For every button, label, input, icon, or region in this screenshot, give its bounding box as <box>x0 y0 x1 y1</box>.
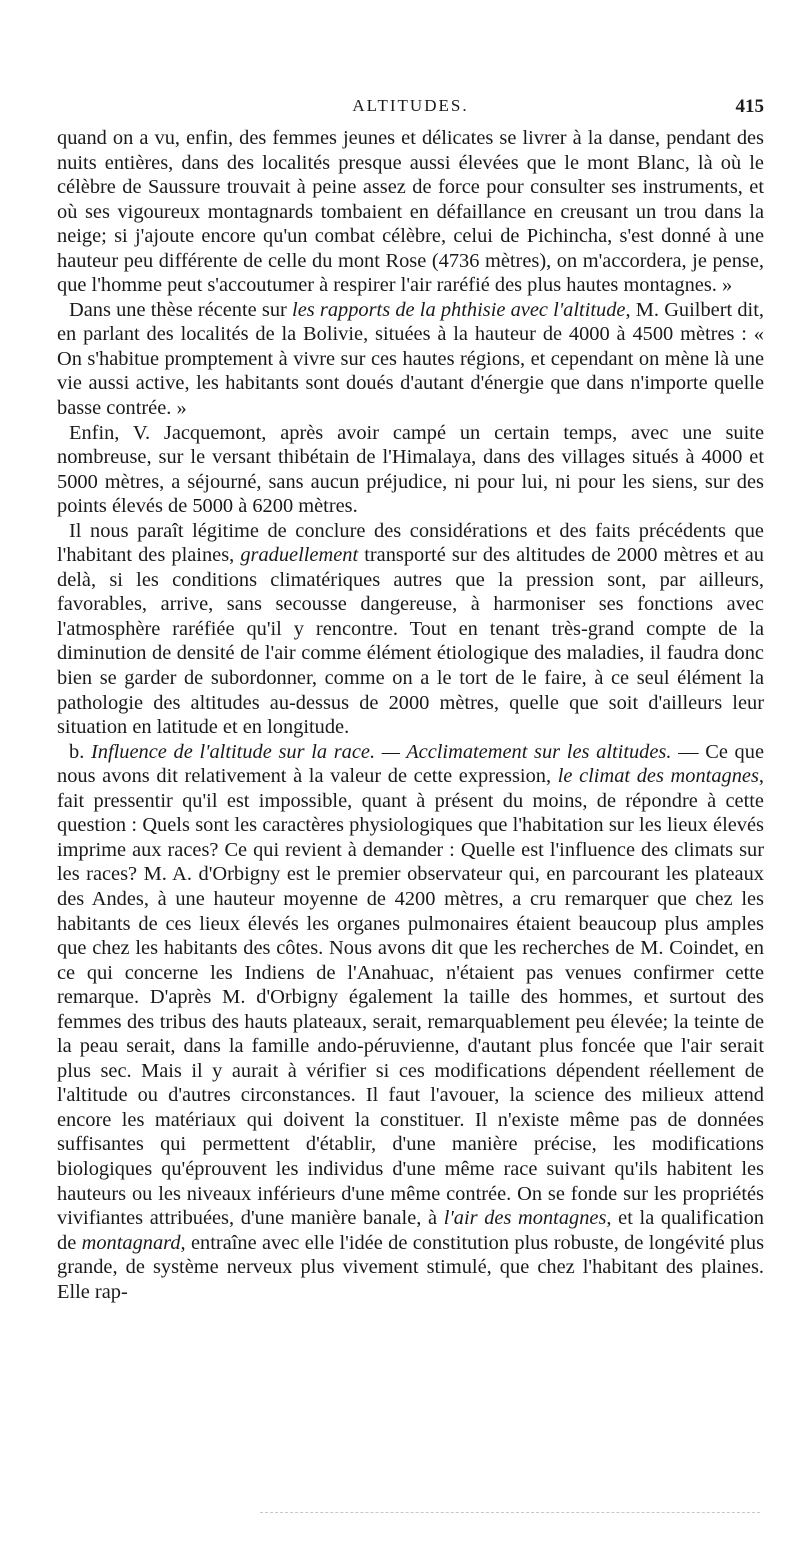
italic-text: graduellement <box>240 544 359 567</box>
book-page <box>57 96 764 1304</box>
paragraph <box>57 126 764 298</box>
paragraph <box>57 421 764 519</box>
paragraph <box>57 519 764 740</box>
text-run: b. <box>69 740 91 763</box>
page-number: 415 <box>735 96 764 117</box>
footer-rule <box>260 1512 760 1513</box>
running-title: ALTITUDES. <box>352 96 469 115</box>
text-run: — Ce que nous avons dit relativement à la valeur de cette expression, <box>57 740 764 788</box>
italic-text: montagnard <box>81 1231 181 1254</box>
text-run: Dans une thèse récente sur <box>69 298 293 321</box>
page-header <box>57 96 764 126</box>
italic-text: les rapports de la phthisie avec l'altitude <box>292 298 626 321</box>
text-run: , entraîne avec elle l'idée de constitution plus robuste, de longévité plus grande, de système nerveux plus vivement stimulé, que chez l'habitant des plaines. Elle rap- <box>57 1231 765 1303</box>
text-run: , M. Guilbert dit, en parlant des localités de la Bolivie, situées à la hauteur de 4000 à 4500 mètres : « On s'habitue promptement à vivre sur ces hautes régions, et cependant on mène là une vie aussi active, les habitants sont doués d'autant d'énergie que dans n'importe quelle basse contrée. » <box>57 298 764 420</box>
text-run: transporté sur des altitudes de 2000 mètres et au delà, si les conditions climatériques autres que la pression sont, par ailleurs, favorables, arrive, sans secousse dangereuse, à harmoniser ses fonctions avec l'atmosphère raréfiée qu'il y rencontre. Tout en tenant très-grand compte de la diminution de densité de l'air comme élément étiologique des maladies, il faudra donc bien se garder de subordonner, comme on a le tort de le faire, à ce seul élément la pathologie des altitudes au-dessus de 2000 mètres, quelle que soit d'ailleurs leur situation en latitude et en longitude. <box>57 544 764 739</box>
text-run: , fait pressentir qu'il est impossible, quant à présent du moins, de répondre à cette question : Quels sont les caractères physiologiques que l'habitation sur les lieux élevés imprime aux races? Ce qui revient à demander : Quelle est l'influence des climats sur les races? M. A. d'Orbigny est le premier observateur qui, en parcourant les plateaux des Andes, à une hauteur moyenne de 4200 mètres, a cru remarquer que chez les habitants de ces lieux élevés les organes pulmonaires étaient beaucoup plus amples que chez les habitants des côtes. Nous avons dit que les recherches de M. Coindet, en ce qui concerne les Indiens de l'Anahuac, n'étaient pas venues confirmer cette remarque. D'après M. d'Orbigny également la taille des hommes, et surtout des femmes des tribus des hauts plateaux, serait, remarquablement peu élevée; la teinte de la peau serait, dans la famille ando-péruvienne, d'autant plus foncée que l'air serait plus sec. Mais il y aurait à vérifier si ces modifications dépendent réellement de l'altitude ou d'autres circonstances. Il faut l'avouer, la science des milieux attend encore les matériaux qui doivent la constituer. Il n'existe même pas de données suffisantes qui permettent d'établir, d'une manière précise, les modifications biologiques qu'éprouvent les individus d'une même race suivant qu'ils habitent les hauteurs ou les niveaux inférieurs d'une même contrée. On se fonde sur les propriétés vivifiantes attribuées, d'une manière banale, à <box>57 765 764 1230</box>
italic-text: le climat des montagnes <box>557 765 759 788</box>
text-run: , et la qualification de <box>57 1207 764 1254</box>
text-run: Enfin, V. Jacquemont, après avoir campé un certain temps, avec une suite nombreuse, sur le versant thibétain de l'Himalaya, dans des villages situés à 4000 et 5000 mètres, a séjourné, sans aucun préjudice, ni pour lui, ni pour les siens, sur des points élevés de 5000 à 6200 mètres. <box>57 421 764 518</box>
text-run: quand on a vu, enfin, des femmes jeunes et délicates se livrer à la danse, pendant des nuits entières, dans des localités presque aussi élevées que le mont Blanc, là où le célèbre de Saussure trouvait à peine assez de force pour consulter ses instruments, et où ses vigoureux montagnards tombaient en défaillance en creusant un trou dans la neige; si j'ajoute encore qu'un combat célèbre, celui de Pichincha, s'est donné à une hauteur peu différente de celle du mont Rose (4736 mètres), on m'accordera, je pense, que l'homme peut s'accoutumer à respirer l'air raréfié des plus hautes montagnes. » <box>57 127 764 297</box>
italic-text: Influence de l'altitude sur la race. — Acclimatement sur les altitudes. <box>90 740 672 763</box>
italic-text: l'air des montagnes <box>443 1207 607 1230</box>
body-text <box>57 126 764 1304</box>
paragraph <box>57 740 764 1305</box>
paragraph <box>57 298 764 421</box>
text-run: Il nous paraît légitime de conclure des considérations et des faits précédents que l'habitant des plaines, <box>57 519 764 567</box>
